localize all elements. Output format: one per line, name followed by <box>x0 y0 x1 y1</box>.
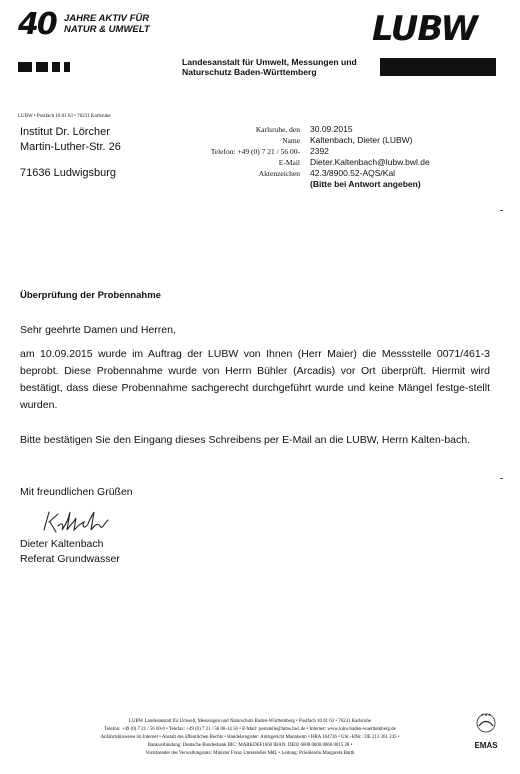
meta-row <box>192 135 430 146</box>
letter-subject: Überprüfung der Probennahme <box>20 290 161 301</box>
meta-value: Kaltenbach, Dieter (LUBW) <box>310 135 413 145</box>
fold-mark <box>500 478 503 479</box>
meta-label: E-Mail <box>278 158 300 167</box>
footer-line: LUBW Landesanstalt für Umwelt, Messungen und Naturschutz Baden-Württemberg • Postfach 10 01 63 • 76231 Karlsruhe <box>128 719 372 724</box>
meta-value: (Bitte bei Antwort angeben) <box>310 179 421 189</box>
meta-value: 42.3/8900.52-AQS/Kal <box>310 168 396 178</box>
institution-name <box>182 57 357 77</box>
meta-row <box>192 157 430 168</box>
recipient-line-2: Martin-Luther-Str. 26 <box>20 141 121 153</box>
handwritten-signature <box>40 508 120 540</box>
meta-row <box>192 124 430 135</box>
signer-block <box>20 537 120 567</box>
recipient-address <box>20 125 121 155</box>
footer-line: Anfahrtshinweise im Internet • Anstalt des öffentlichen Rechts • Handelsregister: Amtsgericht Mannheim • HRA 104736 • USt.-IdNr.: DE 213 361 243 • <box>100 735 400 740</box>
institution-line-1: Landesanstalt für Umwelt, Messungen und <box>182 57 357 67</box>
recipient-line-1: Institut Dr. Lörcher <box>20 126 110 138</box>
meta-label: Telefon: +49 (0) 7 21 / 56 00- <box>210 147 300 156</box>
sender-return-address: LUBW • Postfach 10 01 63 • 76231 Karlsruhe <box>18 114 111 119</box>
paragraph-2: Bitte bestätigen Sie den Eingang dieses Schreibens per E-Mail an die LUBW, Herrn Kalten-bach. <box>20 434 471 446</box>
footer-line: Telefon: +49 (0) 7 21 / 56 00-0 • Telefax: +49 (0) 7 21 / 56 00-14 56 • E-Mail: poststelle@lubw.bwl.de • Internet: www.lubw.baden-wuerttemberg.de <box>104 727 396 732</box>
svg-text:★★★: ★★★ <box>480 712 492 717</box>
letter-meta <box>192 124 430 190</box>
meta-label: Karlsruhe, den <box>255 125 300 134</box>
letter-footer <box>50 718 450 758</box>
recipient-city: 71636 Ludwigsburg <box>20 167 117 179</box>
meta-value: 30.09.2015 <box>310 124 353 134</box>
emas-label: EMAS <box>474 741 498 750</box>
paragraph-1: am 10.09.2015 wurde im Auftrag der LUBW von Ihnen (Herr Maier) die Messstelle 0071/461-3 beprobt. Diese Probennahme wurde von Herrn Bühler (Arcadis) vor Ort überprüft. Hiermit wird bestätigt, dass diese Probennahme sachgerecht durchgeführt wurde und keine Mängel festge-stellt wurden. <box>20 348 490 411</box>
anniversary-line-2: NATUR & UMWELT <box>64 24 150 35</box>
footer-line: Bankverbindung: Deutsche Bundesbank BIC: MARKDEF1660 IBAN: DE02 6600 0000 0066 0015 28 • <box>147 743 353 748</box>
anniversary-text <box>64 13 150 35</box>
closing: Mit freundlichen Grüßen <box>20 486 133 498</box>
signer-name: Dieter Kaltenbach <box>20 538 104 550</box>
institution-black-bar <box>380 58 496 76</box>
footer-line: Vorsitzender des Verwaltungsrats: Minister Franz Untersteller MdL • Leitung: Präsidentin Margareta Barth <box>145 751 355 756</box>
emas-stars-icon <box>471 712 501 734</box>
fold-mark <box>500 210 503 211</box>
signer-unit: Referat Grundwasser <box>20 553 120 565</box>
meta-label: Aktenzeichen <box>258 169 300 178</box>
lubw-logo: LUBW <box>372 9 477 49</box>
meta-row <box>192 168 430 179</box>
institution-line-2: Naturschutz Baden-Württemberg <box>182 67 317 77</box>
salutation: Sehr geehrte Damen und Herren, <box>20 324 176 336</box>
anniversary-number: 40 <box>18 7 56 42</box>
black-blocks-decoration <box>18 62 70 72</box>
meta-label <box>192 179 310 190</box>
meta-value: 2392 <box>310 146 329 156</box>
meta-row <box>192 179 430 190</box>
emas-logo <box>466 712 506 750</box>
anniversary-line-1: JAHRE AKTIV FÜR <box>64 13 150 24</box>
meta-row <box>192 146 430 157</box>
meta-value: Dieter.Kaltenbach@lubw.bwl.de <box>310 157 430 167</box>
meta-label: Name <box>282 136 300 145</box>
